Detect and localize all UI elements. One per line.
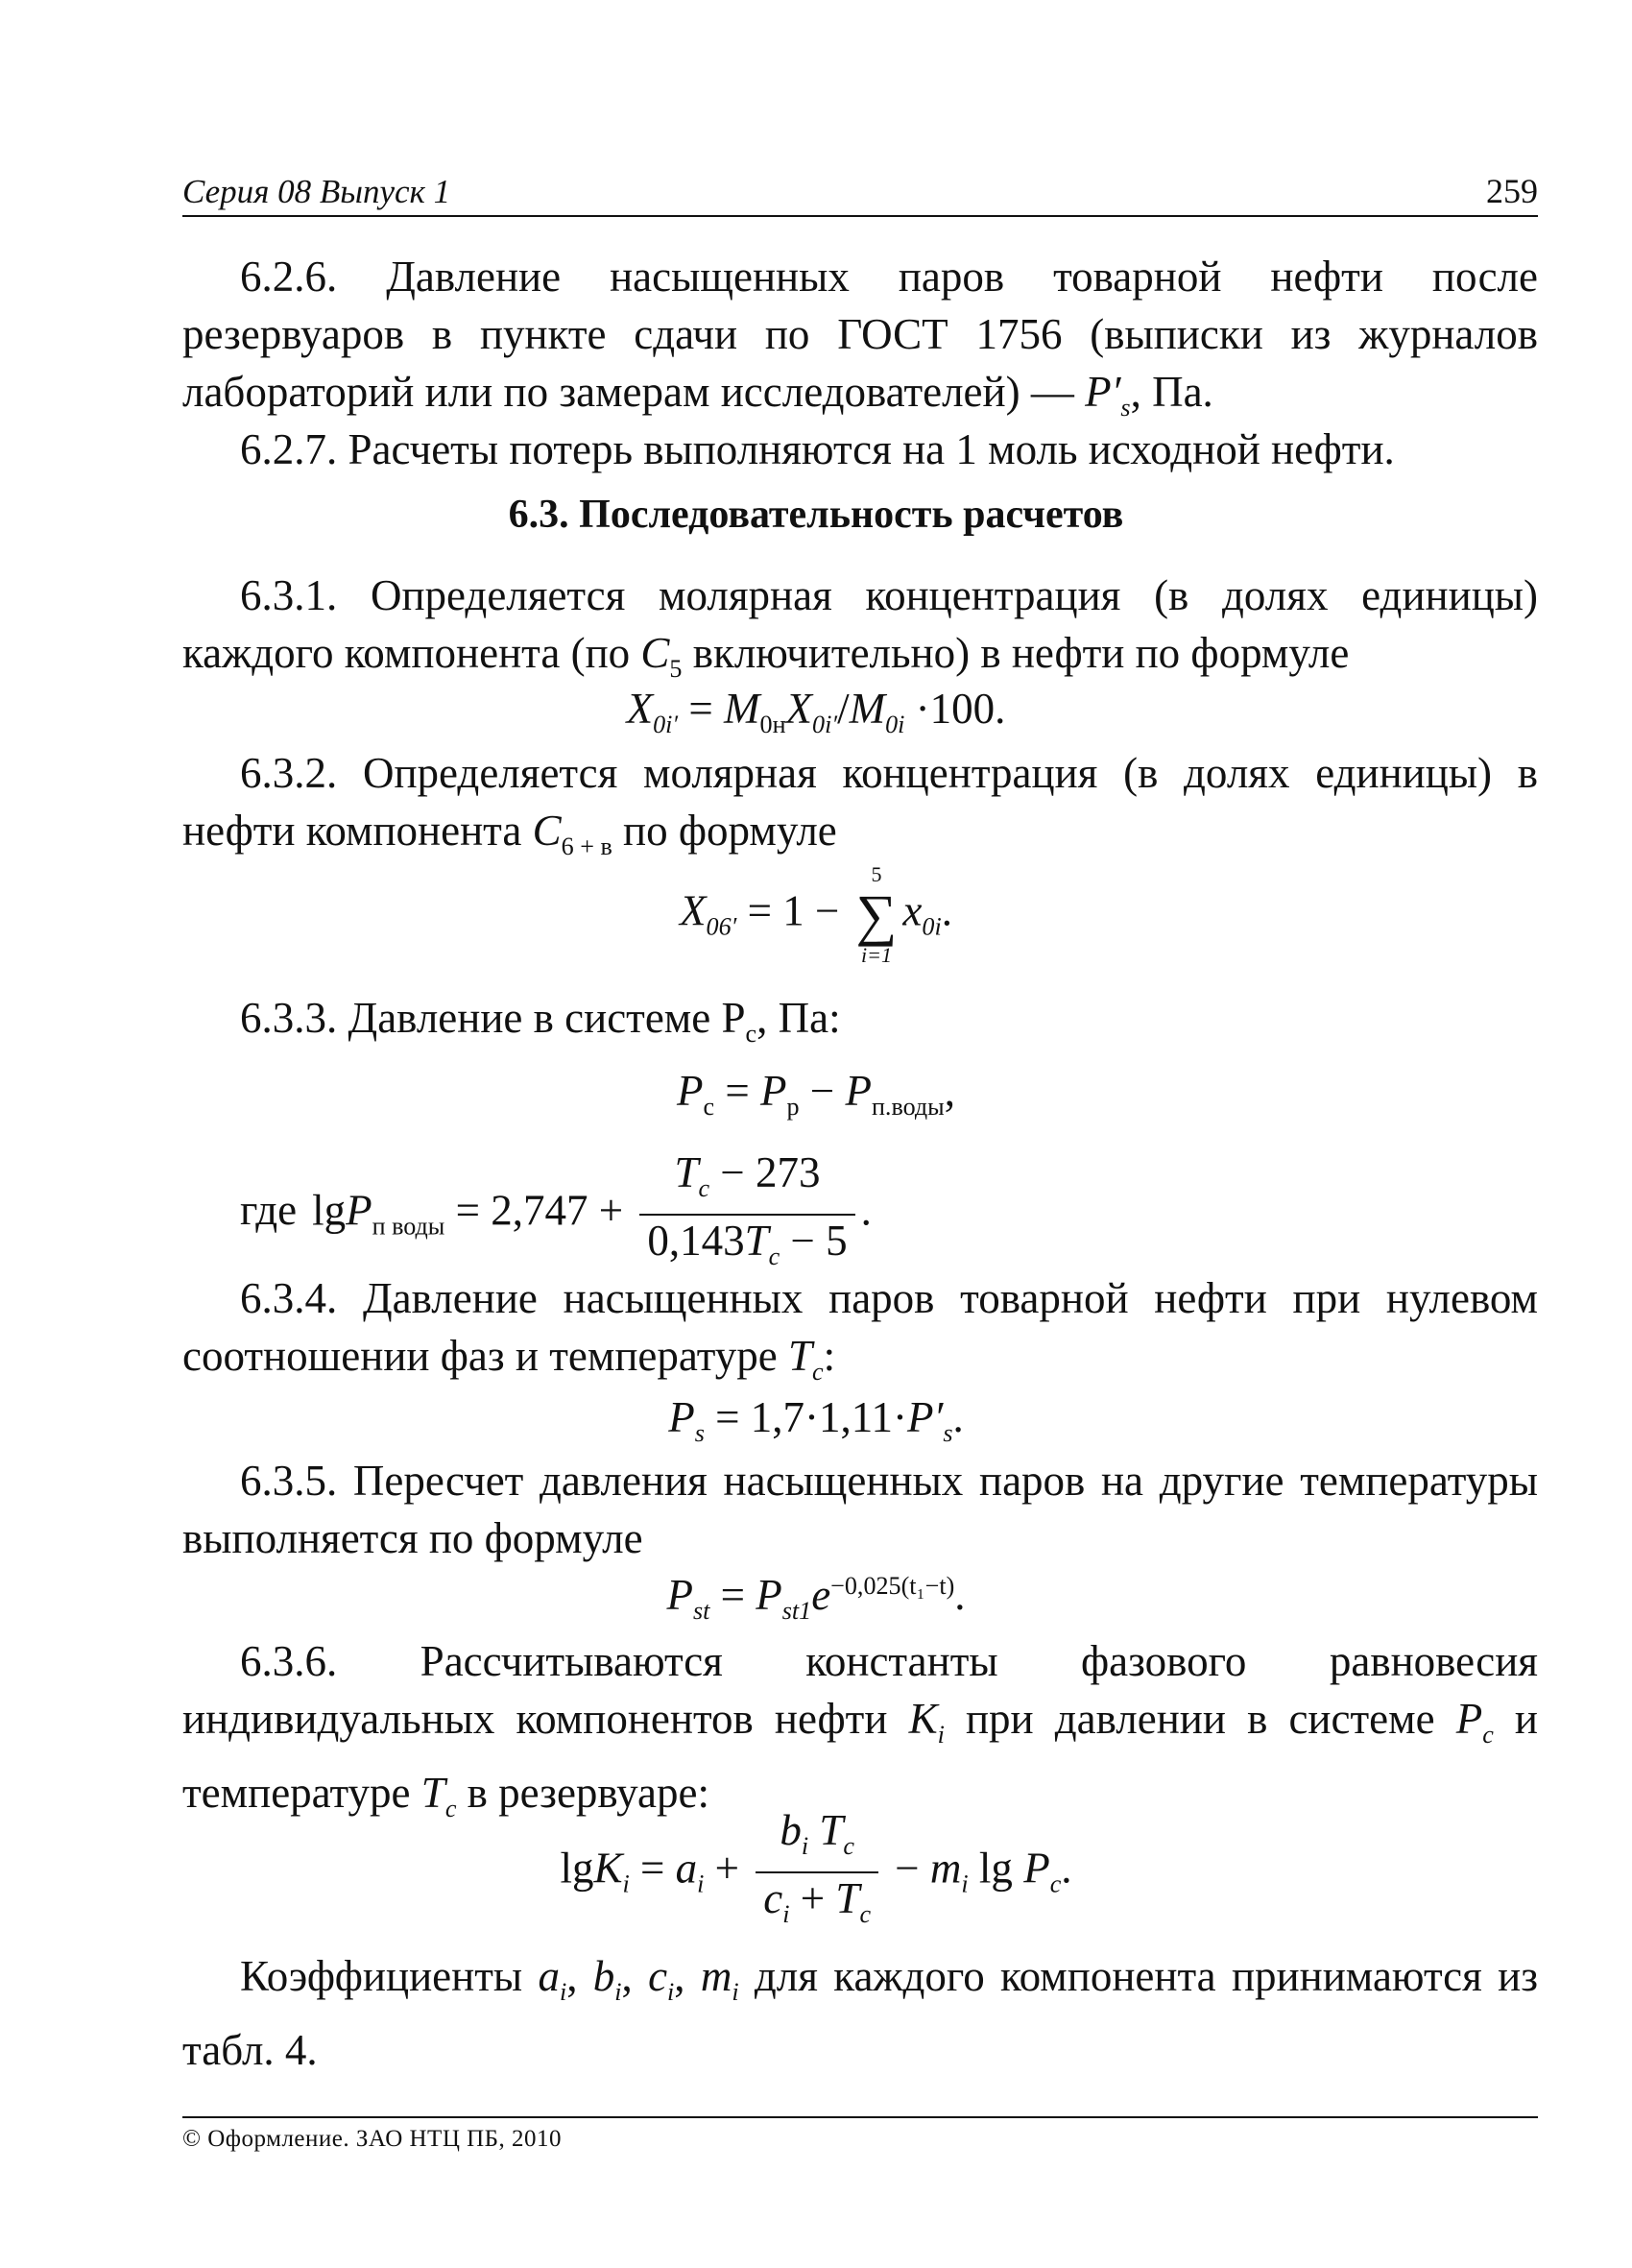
formula-6-3-2: $X_{06'} = 1$ − 5 ∑ i=1 $x_{0i}$.	[680, 862, 952, 967]
footer-rule	[182, 2116, 1538, 2118]
formula-6-3-1: $X_{0i'} = M_{0н}X_{0i'}/M_{0i} \cdot 100$.	[626, 685, 1006, 738]
formula-6-3-4: $P_s = 1,7\cdot 1,11\cdot P'_s$.	[668, 1393, 964, 1447]
formula-6-3-5: $P_{st} = P_{st1}e^{-0,025(t_1-t)}$.	[666, 1571, 966, 1625]
paragraph-6-3-2: 6.3.2. Определяется молярная концентрация (в долях единицы) в нефти компонента $C_{6 + в}$ по формуле	[182, 749, 1538, 860]
formula-6-3-6: $\lg K_i = a_i$ + $\frac{b_i T_c}{c_i + T_c}$ − $m_i$ $\lg P_c$.	[0, 1805, 1632, 1940]
formula-6-3-3-pressure: $P_с = P_р - P_{п.воды}$,	[677, 1067, 955, 1121]
fraction: $\frac{b_i T_c}{c_i + T_c}$	[756, 1805, 878, 1940]
copyright-text: © Оформление. ЗАО НТЦ ПБ, 2010	[182, 2126, 563, 2152]
header-rule	[182, 215, 1538, 217]
page-number: 259	[1486, 172, 1538, 210]
paragraph-6-3-6: 6.3.6. Рассчитываются константы фазового равновесия индивидуальных компонентов нефти $K_i$ при давлении в системе $P_c$ и температуре $T_c$ в резервуаре:	[182, 1637, 1538, 1822]
fraction: $\frac{T_c - 273}{0,143T_c - 5}$	[639, 1147, 854, 1282]
paragraph-6-2-7: 6.2.7. Расчеты потерь выполняются на 1 моль исходной нефти.	[240, 425, 1395, 473]
page-footer	[182, 2116, 1538, 2153]
paragraph-6-3-3: 6.3.3. Давление в системе $Р_с$, Па:	[240, 994, 841, 1048]
series-label: Серия 08 Выпуск 1	[182, 173, 451, 210]
paragraph-6-3-4: 6.3.4. Давление насыщенных паров товарной нефти при нулевом соотношении фаз и температуре $T_c$:	[182, 1274, 1538, 1386]
paragraph-coefficients: Коэффициенты $a_i$, $b_i$, $c_i$, $m_i$ для каждого компонента принимаются из табл. 4.	[182, 1952, 1539, 2074]
summation-sign: 5 ∑ i=1	[855, 862, 898, 967]
paragraph-6-3-5: 6.3.5. Пересчет давления насыщенных паров на другие температуры выполняется по формуле	[182, 1457, 1538, 1562]
paragraph-6-3-1: 6.3.1. Определяется молярная концентрация (в долях единицы) каждого компонента (по $C_5$ включительно) в нефти по формуле	[182, 571, 1538, 683]
formula-6-3-3-water-vapor: где lgP$_{п воды}$ = 2,747 + $\frac{T_c - 273}{0,143T_c - 5}$ .	[240, 1147, 872, 1282]
page-header	[182, 171, 1538, 217]
section-heading: 6.3. Последовательность расчетов	[508, 493, 1124, 537]
paragraph-6-2-6: 6.2.6. Давление насыщенных паров товарной нефти после резервуаров в пункте сдачи по ГОСТ 1756 (выписки из журналов лабораторий или по замерам исследователей) — $P'_s$, Па.	[182, 253, 1538, 422]
